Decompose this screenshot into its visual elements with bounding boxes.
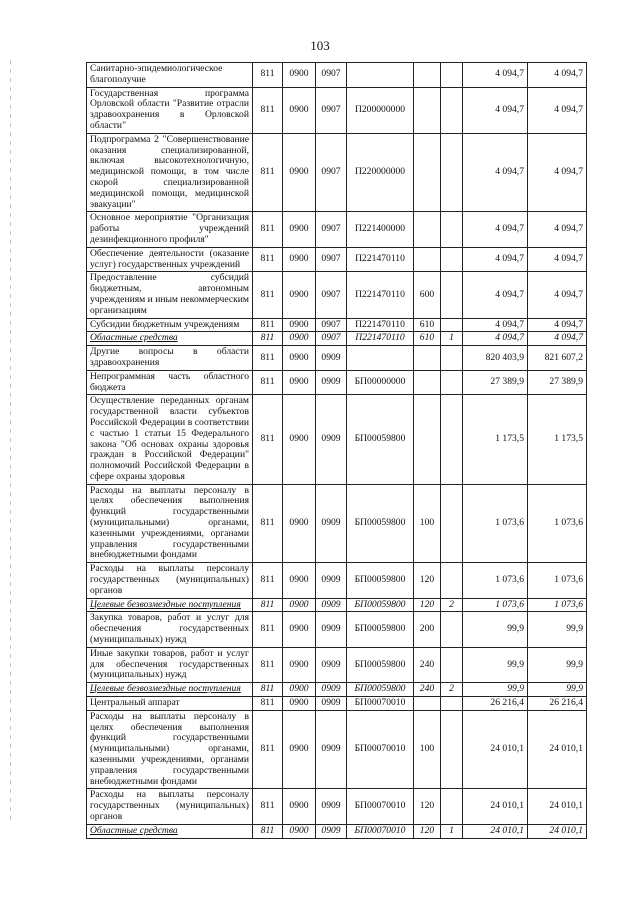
amount-year-2: 1 073,6 [528,484,587,563]
target-article-code: БП00059800 [347,647,414,682]
source-code: 1 [441,332,463,346]
grbs-code: 811 [253,63,283,88]
amount-year-2: 1 073,6 [528,598,587,612]
target-article-code: БП00059800 [347,683,414,697]
row-name: Обеспечение деятельности (оказание услуг) государственных учреждений [87,247,253,272]
expense-type-code [414,212,441,247]
target-article-code: П221470110 [347,247,414,272]
amount-year-1: 4 094,7 [463,212,528,247]
amount-year-2: 4 094,7 [528,247,587,272]
expense-type-code [414,63,441,88]
expense-type-code [414,370,441,395]
amount-year-1: 4 094,7 [463,247,528,272]
subsection-code: 0909 [316,395,347,484]
row-name: Целевые безвозмездные поступления [87,598,253,612]
source-code [441,484,463,563]
source-code [441,133,463,212]
grbs-code: 811 [253,272,283,318]
table-row [87,133,587,212]
expense-type-code: 100 [414,484,441,563]
grbs-code: 811 [253,598,283,612]
amount-year-1: 4 094,7 [463,272,528,318]
section-code: 0900 [283,697,316,711]
grbs-code: 811 [253,346,283,371]
section-code: 0900 [283,87,316,133]
row-name: Целевые безвозмездные поступления [87,683,253,697]
target-article-code: БП00059800 [347,484,414,563]
grbs-code: 811 [253,710,283,789]
table-row [87,697,587,711]
amount-year-2: 4 094,7 [528,272,587,318]
amount-year-2: 27 389,9 [528,370,587,395]
source-code [441,272,463,318]
amount-year-1: 24 010,1 [463,710,528,789]
subsection-code: 0909 [316,598,347,612]
expense-type-code [414,395,441,484]
source-code [441,395,463,484]
subsection-code: 0909 [316,563,347,598]
source-code [441,370,463,395]
subsection-code: 0907 [316,247,347,272]
section-code: 0900 [283,598,316,612]
expense-type-code: 610 [414,332,441,346]
subsection-code: 0909 [316,484,347,563]
target-article-code [347,346,414,371]
amount-year-2: 1 173,5 [528,395,587,484]
subsection-code: 0907 [316,332,347,346]
amount-year-1: 99,9 [463,612,528,647]
source-code [441,212,463,247]
table-row [87,346,587,371]
subsection-code: 0909 [316,612,347,647]
target-article-code: П221400000 [347,212,414,247]
amount-year-1: 99,9 [463,683,528,697]
table-row [87,824,587,838]
table-row [87,212,587,247]
subsection-code: 0907 [316,63,347,88]
amount-year-2: 26 216,4 [528,697,587,711]
grbs-code: 811 [253,395,283,484]
target-article-code: БП00070010 [347,824,414,838]
table-row [87,683,587,697]
table-row [87,272,587,318]
table-row [87,612,587,647]
grbs-code: 811 [253,683,283,697]
row-name: Закупка товаров, работ и услуг для обеспечения государственных (муниципальных) нужд [87,612,253,647]
section-code: 0900 [283,133,316,212]
expense-type-code: 240 [414,647,441,682]
subsection-code: 0909 [316,710,347,789]
target-article-code: БП00070010 [347,697,414,711]
row-name: Санитарно-эпидемиологическое благополучие [87,63,253,88]
grbs-code: 811 [253,87,283,133]
amount-year-2: 821 607,2 [528,346,587,371]
row-name: Расходы на выплаты персоналу государственных (муниципальных) органов [87,789,253,824]
section-code: 0900 [283,370,316,395]
source-code [441,63,463,88]
subsection-code: 0909 [316,697,347,711]
expense-type-code: 100 [414,710,441,789]
section-code: 0900 [283,612,316,647]
subsection-code: 0907 [316,133,347,212]
section-code: 0900 [283,824,316,838]
table-row [87,710,587,789]
amount-year-2: 4 094,7 [528,63,587,88]
amount-year-2: 24 010,1 [528,824,587,838]
grbs-code: 811 [253,133,283,212]
target-article-code: БП00070010 [347,710,414,789]
grbs-code: 811 [253,563,283,598]
amount-year-2: 99,9 [528,612,587,647]
expense-type-code [414,87,441,133]
section-code: 0900 [283,683,316,697]
amount-year-1: 4 094,7 [463,87,528,133]
amount-year-1: 1 173,5 [463,395,528,484]
expense-type-code: 120 [414,789,441,824]
subsection-code: 0909 [316,346,347,371]
section-code: 0900 [283,484,316,563]
amount-year-1: 27 389,9 [463,370,528,395]
amount-year-1: 26 216,4 [463,697,528,711]
grbs-code: 811 [253,247,283,272]
target-article-code: БП00059800 [347,598,414,612]
table-row [87,247,587,272]
expense-type-code: 120 [414,598,441,612]
row-name: Областные средства [87,332,253,346]
subsection-code: 0909 [316,824,347,838]
expense-type-code [414,133,441,212]
row-name: Субсидии бюджетным учреждениям [87,318,253,332]
table-row [87,87,587,133]
table-row [87,598,587,612]
table-body [87,63,587,839]
amount-year-1: 1 073,6 [463,598,528,612]
subsection-code: 0907 [316,87,347,133]
section-code: 0900 [283,395,316,484]
row-name: Другие вопросы в области здравоохранения [87,346,253,371]
subsection-code: 0909 [316,789,347,824]
section-code: 0900 [283,789,316,824]
target-article-code: БП00000000 [347,370,414,395]
expense-type-code [414,346,441,371]
source-code: 2 [441,683,463,697]
table-row [87,370,587,395]
section-code: 0900 [283,647,316,682]
section-code: 0900 [283,563,316,598]
target-article-code: БП00059800 [347,395,414,484]
target-article-code [347,63,414,88]
section-code: 0900 [283,332,316,346]
grbs-code: 811 [253,212,283,247]
table-row [87,332,587,346]
source-code [441,612,463,647]
row-name: Непрограммная часть областного бюджета [87,370,253,395]
expense-type-code: 120 [414,824,441,838]
section-code: 0900 [283,272,316,318]
expense-type-code [414,247,441,272]
target-article-code: П220000000 [347,133,414,212]
grbs-code: 811 [253,332,283,346]
row-name: Областные средства [87,824,253,838]
row-name: Государственная программа Орловской области "Развитие отрасли здравоохранения в Орловской области" [87,87,253,133]
grbs-code: 811 [253,370,283,395]
amount-year-2: 99,9 [528,683,587,697]
section-code: 0900 [283,318,316,332]
target-article-code: П221470110 [347,332,414,346]
section-code: 0900 [283,247,316,272]
section-code: 0900 [283,710,316,789]
target-article-code: БП00059800 [347,612,414,647]
amount-year-1: 4 094,7 [463,318,528,332]
target-article-code: П200000000 [347,87,414,133]
amount-year-1: 99,9 [463,647,528,682]
page-number: 103 [310,38,330,53]
expense-type-code: 610 [414,318,441,332]
amount-year-1: 4 094,7 [463,332,528,346]
grbs-code: 811 [253,612,283,647]
source-code [441,247,463,272]
row-name: Центральный аппарат [87,697,253,711]
amount-year-2: 1 073,6 [528,563,587,598]
source-code [441,647,463,682]
row-name: Предоставление субсидий бюджетным, автономным учреждениям и иным некоммерческим организациям [87,272,253,318]
amount-year-1: 24 010,1 [463,789,528,824]
section-code: 0900 [283,63,316,88]
grbs-code: 811 [253,484,283,563]
source-code [441,318,463,332]
amount-year-1: 1 073,6 [463,484,528,563]
source-code [441,87,463,133]
row-name: Иные закупки товаров, работ и услуг для обеспечения государственных (муниципальных) нужд [87,647,253,682]
grbs-code: 811 [253,647,283,682]
table-row [87,484,587,563]
row-name: Расходы на выплаты персоналу государственных (муниципальных) органов [87,563,253,598]
row-name: Подпрограмма 2 "Совершенствование оказания специализированной, включая высокотехнологичную, медицинской помощи, в том числе скорой специализированной медицинской помощи, медицинской эвакуации" [87,133,253,212]
table-row [87,563,587,598]
row-name: Осуществление переданных органам государственной власти субъектов Российской Федерации в соответствии с частью 1 статьи 15 Федерального закона "Об основах охраны здоровья граждан в Российской Федерации" полномочий Российской Федерации в сфере охраны здоровья [87,395,253,484]
grbs-code: 811 [253,318,283,332]
amount-year-1: 4 094,7 [463,133,528,212]
amount-year-2: 4 094,7 [528,318,587,332]
subsection-code: 0909 [316,370,347,395]
target-article-code: П221470110 [347,272,414,318]
subsection-code: 0909 [316,647,347,682]
source-code: 2 [441,598,463,612]
table-row [87,63,587,88]
amount-year-2: 4 094,7 [528,87,587,133]
source-code [441,789,463,824]
amount-year-1: 1 073,6 [463,563,528,598]
expense-type-code: 240 [414,683,441,697]
grbs-code: 811 [253,789,283,824]
row-name: Расходы на выплаты персоналу в целях обеспечения выполнения функций государственными (муниципальными) органами, казенными учреждениями, органами управления государственными внебюджетными фондами [87,484,253,563]
table-row [87,318,587,332]
amount-year-1: 4 094,7 [463,63,528,88]
grbs-code: 811 [253,824,283,838]
budget-table [86,62,587,839]
amount-year-2: 4 094,7 [528,332,587,346]
scan-edge-marks [10,60,11,820]
table-row [87,789,587,824]
subsection-code: 0907 [316,272,347,318]
source-code [441,697,463,711]
section-code: 0900 [283,212,316,247]
section-code: 0900 [283,346,316,371]
subsection-code: 0909 [316,683,347,697]
expense-type-code [414,697,441,711]
amount-year-1: 24 010,1 [463,824,528,838]
amount-year-2: 99,9 [528,647,587,682]
table-row [87,395,587,484]
source-code [441,346,463,371]
table-row [87,647,587,682]
source-code [441,710,463,789]
row-name: Расходы на выплаты персоналу в целях обеспечения выполнения функций государственными (муниципальными) органами, казенными учреждениями, органами управления государственными внебюджетными фондами [87,710,253,789]
target-article-code: БП00059800 [347,563,414,598]
amount-year-2: 24 010,1 [528,710,587,789]
grbs-code: 811 [253,697,283,711]
subsection-code: 0907 [316,212,347,247]
target-article-code: БП00070010 [347,789,414,824]
subsection-code: 0907 [316,318,347,332]
source-code: 1 [441,824,463,838]
source-code [441,563,463,598]
amount-year-1: 820 403,9 [463,346,528,371]
expense-type-code: 120 [414,563,441,598]
amount-year-2: 4 094,7 [528,133,587,212]
row-name: Основное мероприятие "Организация работы учреждений дезинфекционного профиля" [87,212,253,247]
amount-year-2: 4 094,7 [528,212,587,247]
expense-type-code: 600 [414,272,441,318]
target-article-code: П221470110 [347,318,414,332]
amount-year-2: 24 010,1 [528,789,587,824]
expense-type-code: 200 [414,612,441,647]
